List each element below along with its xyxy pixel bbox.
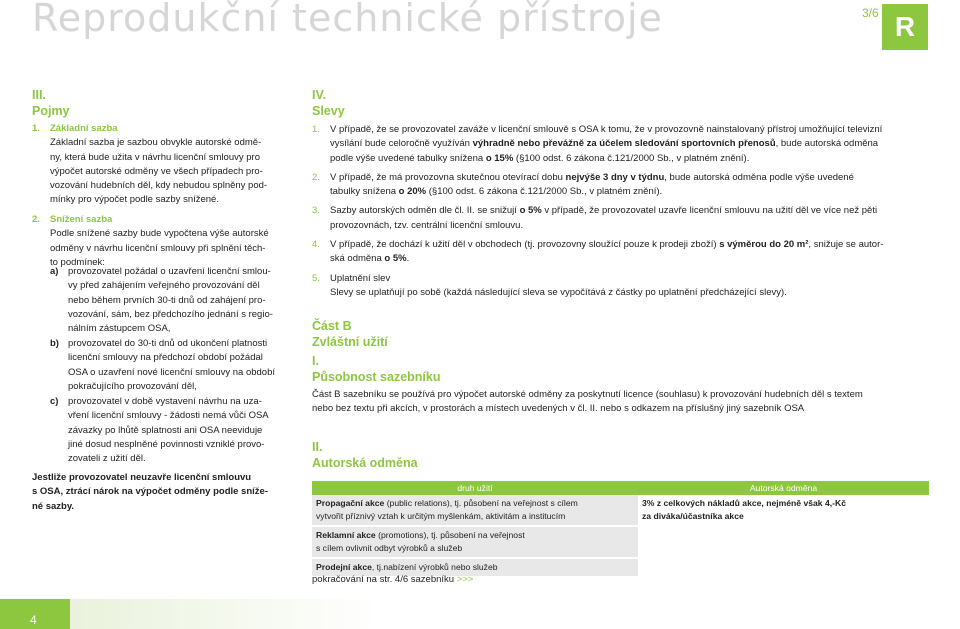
section-ii-heading: Autorská odměna xyxy=(312,456,418,470)
text-line: Část B sazebníku se používá pro výpočet autorské odměny za poskytnutí licence (souhlasu) k provozování hudebních děl s textem xyxy=(312,389,863,400)
text-span: V případě, že má provozovna skutečnou otevírací dobu xyxy=(330,171,566,183)
part-b-subheading: Zvláštní užití xyxy=(312,335,388,349)
item-number: 4. xyxy=(312,239,320,251)
text-line: s OSA, ztrácí nárok na výpočet odměny podle sníže- xyxy=(32,486,268,498)
text-bold: o 15% xyxy=(485,152,514,164)
condition-label: a) xyxy=(50,266,59,277)
continuation-note xyxy=(312,573,473,587)
text-span: vysílání bude celoročně využíván xyxy=(330,138,473,150)
section-i-heading: Působnost sazebníku xyxy=(312,370,441,384)
text-span: . xyxy=(406,253,410,265)
discount-list xyxy=(312,123,942,300)
page-header-title: Reprodukční technické přístroje xyxy=(32,0,663,40)
text-span: V případě, že dochází k užití děl v obchodech (tj. provozovny sloužící pouze k prodeji zboží) xyxy=(330,239,720,251)
text-line: vozování, sám, bez předchozího jednání s regio- xyxy=(68,308,273,320)
text-span: (§100 odst. 6 zákona č.121/2000 Sb., v platném znění). xyxy=(513,152,750,164)
table-cell xyxy=(312,495,638,526)
page-indicator: 3/6 xyxy=(862,6,879,20)
condition-label: b) xyxy=(50,338,59,349)
text-line: provozovatel požádal o uzavření licenční smlou- xyxy=(68,266,271,277)
text-span: Sazby autorských odměn dle čl. II. se snižují xyxy=(330,205,520,217)
definition-basic-rate xyxy=(32,122,297,208)
column-header-fee: Autorská odměna xyxy=(638,481,929,495)
text-line xyxy=(330,171,854,185)
definition-reduced-rate xyxy=(32,213,297,270)
discount-item-1 xyxy=(312,123,942,166)
text-line: licenční smlouvy na předchozí období požádal xyxy=(68,352,263,364)
text-span: , bude autorská odměna xyxy=(775,138,879,150)
text-line: provozovnách, tzv. centrální licenční smlouvu. xyxy=(330,219,524,231)
column-header-usage: druh užití xyxy=(312,481,638,495)
text-line: 3% z celkových nákladů akce, nejméně však 4,-Kč xyxy=(642,498,846,508)
text-line: závazky po lhůtě splatnosti ani OSA neeviduje xyxy=(68,424,263,436)
text-bold: s výměrou do 20 m² xyxy=(719,239,809,251)
text-line: výpočet autorské odměny ve všech případech pro- xyxy=(50,165,263,177)
item-number: 1. xyxy=(312,124,320,135)
text-bold: o 5% xyxy=(519,205,542,217)
text-line: nebo bez textu při akcích, v prostorách a místech uvedených v čl. II. nebo s odkazem na příslušný jiný sazebník OSA xyxy=(312,403,805,415)
item-title: Snížení sazba xyxy=(50,214,113,225)
text-span: , tj.nabízení výrobků nebo služeb xyxy=(371,562,498,572)
text-line: mínky pro výpočet podle sazby snížené. xyxy=(50,194,219,206)
text-line: Jestliže provozovatel neuzavře licenční smlouvu xyxy=(32,472,252,483)
text-span: (§100 odst. 6 zákona č.121/2000 Sb., v platném znění). xyxy=(426,186,663,198)
text-line: Základní sazba je sazbou obvykle autorské odmě- xyxy=(50,137,262,149)
text-bold: Propagační akce xyxy=(316,498,385,508)
item-title: Základní sazba xyxy=(50,123,118,134)
text-line: provozovatel v době vystavení návrhu na uza- xyxy=(68,396,262,407)
text-line: Slevy se uplatňují po sobě (každá následující sleva se vypočítává z částky po uplatnění předcházející slevy). xyxy=(330,286,787,298)
text-line xyxy=(330,152,882,166)
section-iv-number: IV. xyxy=(312,88,327,102)
table-row xyxy=(312,495,929,526)
text-bold: o 20% xyxy=(398,186,427,198)
footer-band xyxy=(70,599,960,629)
text-span: , bude autorská odměna podle výše uvedené xyxy=(664,171,854,183)
text-line xyxy=(330,238,883,252)
text-line: nálním zástupcem OSA, xyxy=(68,323,171,335)
text-line: OSA o uzavření nové licenční smlouvy na období xyxy=(68,366,276,378)
section-iii-number: III. xyxy=(32,88,46,102)
text-line xyxy=(330,185,854,199)
part-b-heading: Část B xyxy=(312,319,352,333)
fee-table xyxy=(312,481,929,578)
condition-c xyxy=(50,395,300,466)
condition-label: c) xyxy=(50,396,59,407)
text-bold: Prodejní akce xyxy=(316,562,372,572)
item-number: 2. xyxy=(312,171,320,183)
discount-item-5 xyxy=(312,272,942,301)
text-line: vy před zahájením veřejného provozování děl xyxy=(68,280,260,292)
text-line: pokračujícího provozování děl, xyxy=(68,380,197,392)
condition-b xyxy=(50,337,300,394)
text-line: Podle snížené sazby bude vypočtena výše autorské xyxy=(50,228,269,240)
text-bold: o 5% xyxy=(384,253,407,265)
discount-item-4 xyxy=(312,238,942,267)
page-number: 4 xyxy=(30,613,37,627)
text-span: podle výše uvedené tabulky snížena xyxy=(330,152,486,164)
text-line: provozovatel do 30-ti dnů od ukončení platnosti xyxy=(68,338,268,349)
text-line: nebo během prvních 30-ti dnů od zahájení pro- xyxy=(68,294,266,306)
page-number-tab xyxy=(0,599,70,629)
item-number: 1. xyxy=(32,123,40,134)
item-number: 2. xyxy=(32,214,40,225)
text-line: vytvořit příznivý vztah k určitým myšlenkám, aktivitám a institucím xyxy=(316,511,566,521)
section-badge: R xyxy=(882,4,928,50)
text-line: s cílem ovlivnit odbyt výrobků a služeb xyxy=(316,543,463,553)
text-span: tabulky snížena xyxy=(330,186,399,198)
text-line: ny, která bude užita v návrhu licenční smlouvy pro xyxy=(50,151,260,163)
text-span: (public relations), tj. působení na veřejnost s cílem xyxy=(384,498,578,508)
text-line: vozování hudebních děl, kdy nebudou splněny pod- xyxy=(50,180,268,192)
section-iii-heading: Pojmy xyxy=(32,104,70,118)
text-span: (promotions), tj. působení na veřejnost xyxy=(375,530,525,540)
discount-item-3 xyxy=(312,204,942,233)
text-span: pokračování na str. 4/6 sazebníku xyxy=(312,574,457,585)
text-line: né sazby. xyxy=(32,500,75,512)
text-line: V případě, že se provozovatel zaváže v licenční smlouvě s OSA k tomu, že v provozovně nainstalovaný přístroj umožňující televizní xyxy=(330,124,883,135)
text-line: odměny v návrhu licenční smlouvy při splnění těch- xyxy=(50,242,266,254)
text-line: jiné dosud nesplněné povinnosti vzniklé provo- xyxy=(68,438,265,450)
text-bold: výhradně nebo převážně za účelem sledování sportovních přenosů xyxy=(472,138,776,150)
section-i-number: I. xyxy=(312,354,319,368)
continue-arrows[interactable]: >>> xyxy=(456,574,474,585)
text-span: ská odměna xyxy=(330,253,385,265)
section-ii-number: II. xyxy=(312,440,323,454)
scope-paragraph xyxy=(312,388,942,417)
warning-note xyxy=(32,471,302,514)
text-line: zovateli z užití děl. xyxy=(68,453,146,465)
item-number: 3. xyxy=(312,205,320,217)
condition-a xyxy=(50,265,300,336)
text-line xyxy=(330,137,882,151)
fee-cell xyxy=(638,495,929,577)
item-title: Uplatnění slev xyxy=(330,272,391,284)
section-iv-heading: Slevy xyxy=(312,104,345,118)
text-line: za diváka/účastníka akce xyxy=(642,511,744,521)
table-cell xyxy=(312,526,638,558)
text-line xyxy=(330,252,883,266)
text-span: , snižuje se autor- xyxy=(808,239,884,251)
text-line: vření licenční smlouvy - žádosti nemá vůči OSA xyxy=(68,410,269,422)
item-number: 5. xyxy=(312,272,320,284)
text-bold: nejvýše 3 dny v týdnu xyxy=(565,171,665,183)
text-bold: Reklamní akce xyxy=(316,530,376,540)
text-span: v případě, že provozovatel uzavře licenční smlouvu na užití děl ve více než pěti xyxy=(541,205,878,217)
text-line: to podmínek: xyxy=(50,256,105,268)
text-line xyxy=(330,204,877,218)
discount-item-2 xyxy=(312,171,942,200)
